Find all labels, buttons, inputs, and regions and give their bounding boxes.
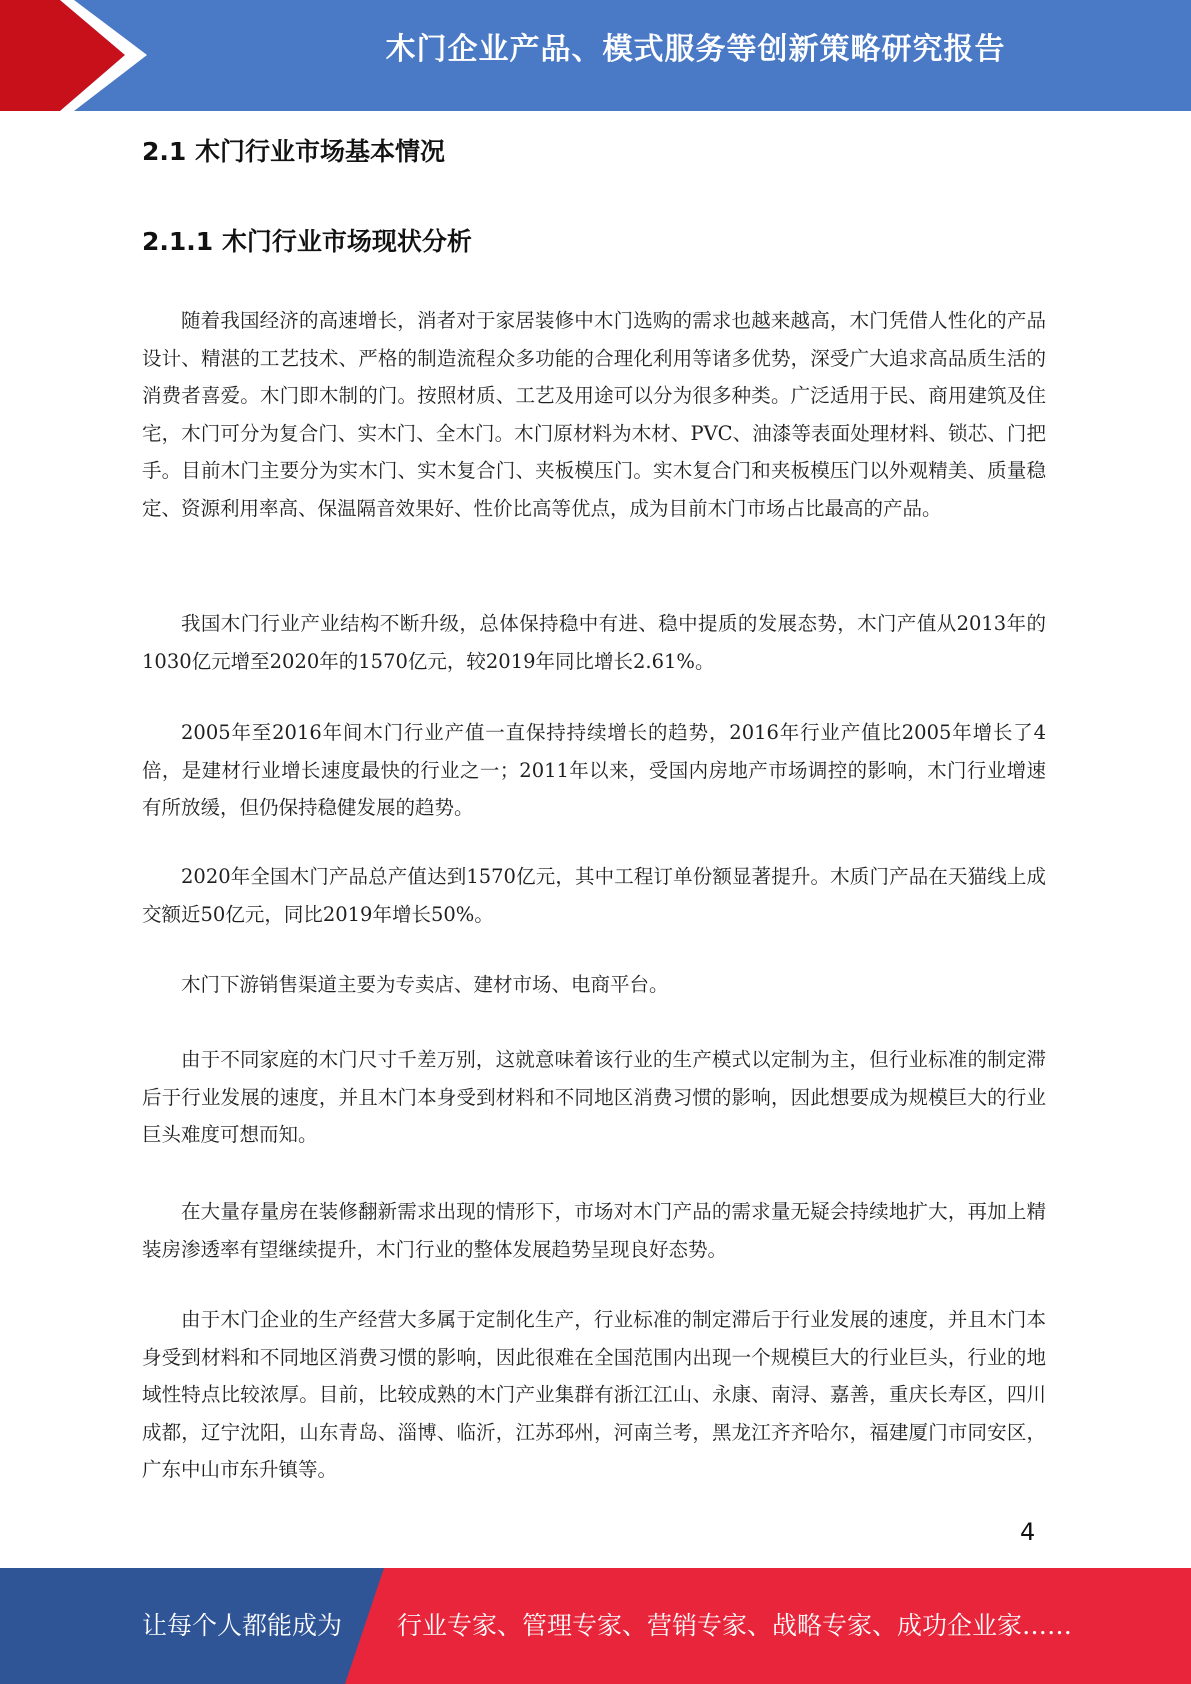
paragraph-1: 随着我国经济的高速增长，消者对于家居装修中木门选购的需求也越来越高，木门凭借人性化的产品设计、精湛的工艺技术、严格的制造流程众多功能的合理化利用等诸多优势，深受广大追求高品质生活的消费者喜爱。木门即木制的门。按照材质、工艺及用途可以分为很多种类。广泛适用于民、商用建筑及住宅，木门可分为复合门、实木门、全木门。木门原材料为木材、PVC、油漆等表面处理材料、锁芯、门把手。目前木门主要分为实木门、实木复合门、夹板模压门。实木复合门和夹板模压门以外观精美、质量稳定、资源利用率高、保温隔音效果好、性价比高等优点，成为目前木门市场占比最高的产品。 [142,309,1046,520]
page-header [0,0,1191,111]
paragraph-8: 由于木门企业的生产经营大多属于定制化生产，行业标准的制定滞后于行业发展的速度，并且木门本身受到材料和不同地区消费习惯的影响，因此很难在全国范围内出现一个规模巨大的行业巨头，行业的地域性特点比较浓厚。目前，比较成熟的木门产业集群有浙江江山、永康、南浔、嘉善，重庆长寿区，四川成都，辽宁沈阳，山东青岛、淄博、临沂，江苏邳州，河南兰考，黑龙江齐齐哈尔，福建厦门市同安区，广东中山市东升镇等。 [142,1308,1046,1481]
header-title: 木门企业产品、模式服务等创新策略研究报告 [385,32,1006,67]
paragraph-6: 由于不同家庭的木门尺寸千差万别，这就意味着该行业的生产模式以定制为主，但行业标准的制定滞后于行业发展的速度，并且木门本身受到材料和不同地区消费习惯的影响，因此想要成为规模巨大的行业巨头难度可想而知。 [142,1048,1046,1146]
paragraph-3: 2005年至2016年间木门行业产值一直保持持续增长的趋势，2016年行业产值比2005年增长了4倍，是建材行业增长速度最快的行业之一；2011年以来，受国内房地产市场调控的影响，木门行业增速有所放缓，但仍保持稳健发展的趋势。 [142,721,1046,819]
paragraph-7: 在大量存量房在装修翻新需求出现的情形下，市场对木门产品的需求量无疑会持续地扩大，再加上精装房渗透率有望继续提升，木门行业的整体发展趋势呈现良好态势。 [142,1200,1046,1261]
footer-slogan-right: 行业专家、管理专家、营销专家、战略专家、成功企业家…… [397,1611,1073,1640]
footer-slogan-left: 让每个人都能成为 [142,1611,343,1640]
section-heading-2-1-1: 2.1.1 木门行业市场现状分析 [142,227,472,256]
section-heading-2-1: 2.1 木门行业市场基本情况 [142,137,445,166]
page-footer [0,1568,1191,1684]
paragraph-5: 木门下游销售渠道主要为专卖店、建材市场、电商平台。 [181,973,669,996]
paragraph-2: 我国木门行业产业结构不断升级，总体保持稳中有进、稳中提质的发展态势，木门产值从2013年的1030亿元增至2020年的1570亿元，较2019年同比增长2.61%。 [142,612,1046,673]
page-number: 4 [1020,1518,1036,1546]
paragraph-4: 2020年全国木门产品总产值达到1570亿元，其中工程订单份额显著提升。木质门产品在天猫线上成交额近50亿元，同比2019年增长50%。 [142,865,1046,926]
